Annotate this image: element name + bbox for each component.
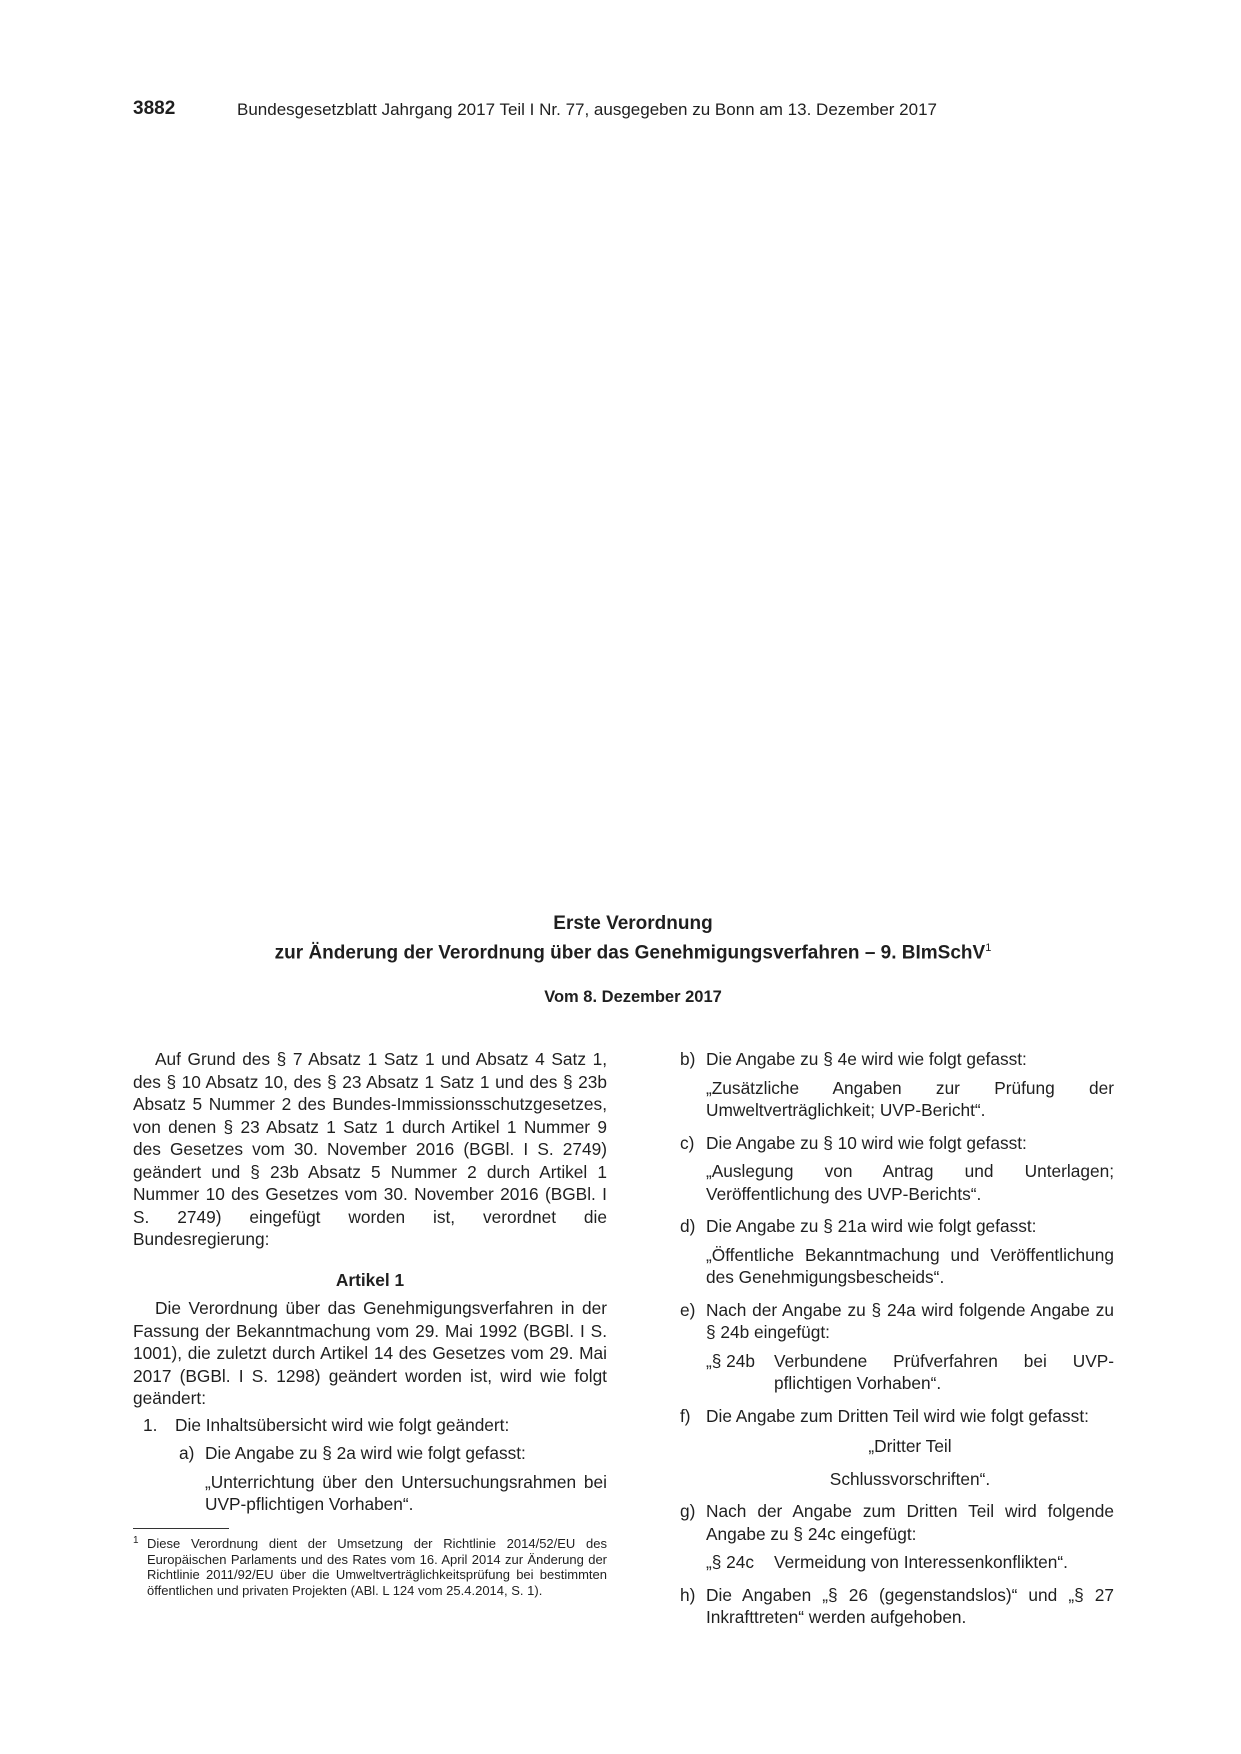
sub-item-e-quote [706,1350,1114,1395]
sub-item-a [179,1442,607,1465]
sub-item-f [680,1405,1114,1428]
sub-item-b [680,1048,1114,1071]
list-item-1-text: Die Inhaltsübersicht wird wie folgt geändert: [175,1414,510,1435]
right-column [680,1048,1114,1637]
sub-item-g-quote [706,1551,1114,1574]
footnote-divider [133,1528,229,1529]
sub-item-a-label: a) [179,1443,195,1463]
article-intro: Die Verordnung über das Genehmigungsverfahren in der Fassung der Bekanntmachung vom 29. Mai 1992 (BGBl. I S. 1001), die zuletzt durch Artikel 14 des Gesetzes vom 29. Mai 2017 (BGBl. I S. 1298) geändert worden ist, wird wie folgt geändert: [133,1298,607,1408]
title-footnote-ref: 1 [985,942,992,954]
sub-item-g-label: g) [680,1501,696,1521]
sub-item-e-text: Nach der Angabe zu § 24a wird folgende Angabe zu § 24b eingefügt: [706,1299,1114,1342]
sub-item-f-text: Die Angabe zum Dritten Teil wird wie folgt gefasst: [706,1405,1089,1426]
list-item-1-label: 1. [143,1414,158,1435]
sub-item-g-text: Nach der Angabe zum Dritten Teil wird folgende Angabe zu § 24c eingefügt: [706,1501,1114,1544]
sub-item-f-line-1: „Dritter Teil [868,1436,952,1456]
sub-item-d-label: d) [680,1216,696,1236]
sub-item-a-quote: „Unterrichtung über den Untersuchungsrahmen bei UVP-pflichtigen Vorhaben“. [205,1471,607,1514]
sub-item-c-label: c) [680,1132,695,1153]
sub-item-h-label: h) [680,1584,696,1605]
left-column [133,1048,607,1516]
sub-item-f-line-2: Schlussvorschriften“. [829,1468,991,1489]
sub-item-e-label: e) [680,1299,696,1320]
sub-item-c-text: Die Angabe zu § 10 wird wie folgt gefasst: [706,1132,1027,1153]
list-item-1 [133,1414,607,1437]
sub-item-c-quote: „Auslegung von Antrag und Unterlagen; Veröffentlichung des UVP-Berichts“. [706,1161,1114,1204]
sub-item-d-text: Die Angabe zu § 21a wird wie folgt gefasst: [706,1216,1037,1236]
sub-item-c [680,1132,1114,1155]
sub-item-h-text: Die Angaben „§ 26 (gegenstandslos)“ und „§ 27 Inkrafttreten“ werden aufgehoben. [706,1584,1114,1627]
issue-date: Vom 8. Dezember 2017 [544,988,722,1007]
sub-item-d [680,1215,1114,1238]
sub-item-g-section: „§ 24c [706,1552,755,1572]
title-block [133,912,1133,1007]
article-heading: Artikel 1 [335,1269,405,1290]
sub-item-e-quote-text: Verbundene Prüfverfahren bei UVP-pflichtigen Vorhaben“. [774,1350,1114,1393]
page-number: 3882 [133,98,176,119]
title-line-2-text: zur Änderung der Verordnung über das Genehmigungsverfahren – 9. BImSchV [274,942,986,964]
journal-line: Bundesgesetzblatt Jahrgang 2017 Teil I Nr. 77, ausgegeben zu Bonn am 13. Dezember 2017 [237,100,937,119]
preamble: Auf Grund des § 7 Absatz 1 Satz 1 und Absatz 4 Satz 1, des § 10 Absatz 10, des § 23 Absatz 1 Satz 1 und des § 23b Absatz 5 Nummer 2 des Bundes-Immissionsschutzgesetzes, von denen § 23 Absatz 1 Satz 1 durch Artikel 1 Nummer 9 des Gesetzes vom 30. November 2016 (BGBl. I S. 2749) geändert und § 23b Absatz 5 Nummer 2 durch Artikel 1 Nummer 10 des Gesetzes vom 30. November 2016 (BGBl. I S. 2749) eingefügt worden ist, verordnet die Bundesregierung: [133,1049,607,1249]
sub-item-b-quote: „Zusätzliche Angaben zur Prüfung der Umweltverträglichkeit; UVP-Bericht“. [706,1077,1114,1120]
footnote-text: Diese Verordnung dient der Umsetzung der Richtlinie 2014/52/EU des Europäischen Parlaments und des Rates vom 16. April 2014 zur Änderung der Richtlinie 2011/92/EU über die Umweltverträglichkeitsprüfung bei bestimmten öffentlichen und privaten Projekten (ABl. L 124 vom 25.4.2014, S. 1). [147,1536,607,1598]
sub-item-b-text: Die Angabe zu § 4e wird wie folgt gefasst: [706,1049,1027,1069]
sub-item-b-label: b) [680,1049,696,1069]
sub-item-f-label: f) [680,1405,691,1426]
title-line-2 [133,936,1133,965]
sub-item-a-text: Die Angabe zu § 2a wird wie folgt gefasst: [205,1443,526,1463]
sub-item-e [680,1299,1114,1344]
footnote [133,1536,607,1598]
sub-item-d-quote: „Öffentliche Bekanntmachung und Veröffentlichung des Genehmigungsbescheids“. [706,1244,1114,1287]
sub-item-h [680,1584,1114,1629]
footnote-mark: 1 [133,1535,139,1546]
sub-item-g-quote-text: Vermeidung von Interessenkonflikten“. [774,1552,1068,1572]
sub-item-g [680,1500,1114,1545]
title-line-1: Erste Verordnung [553,913,713,934]
sub-item-e-section: „§ 24b [706,1350,756,1371]
